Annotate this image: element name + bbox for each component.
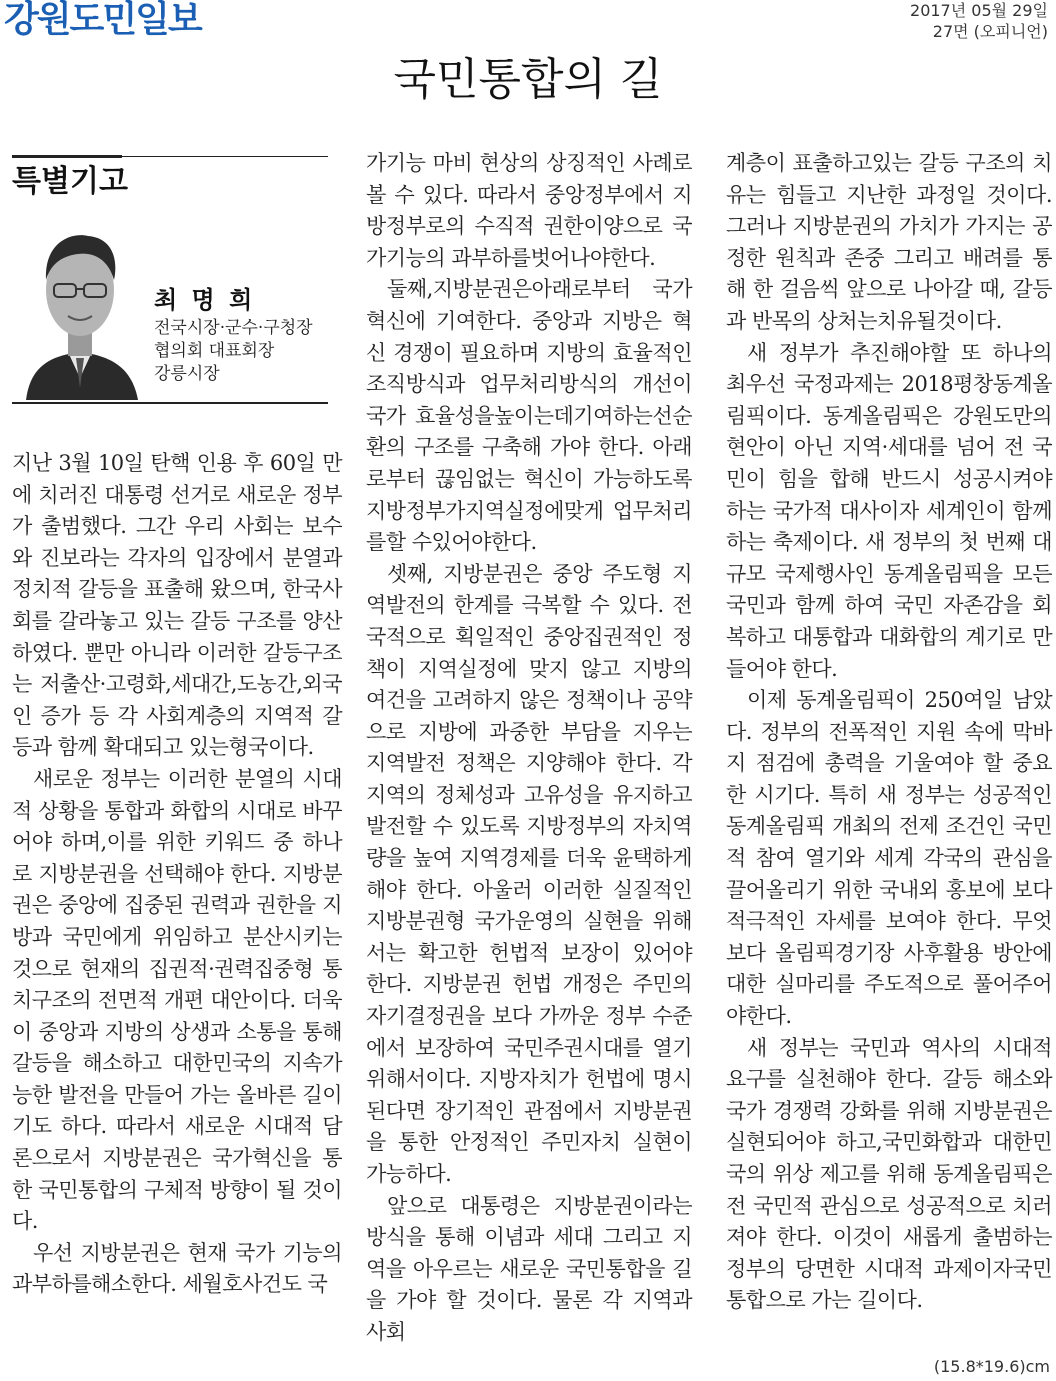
paragraph: 둘째,지방분권은아래로부터 국가혁신에 기여한다. 중앙과 지방은 혁신 경쟁이 필요하며 지방의 효율적인 조직방식과 업무처리방식의 개선이 국가 효율성을높이는데기여하는선순환의 구조를 구축해 가야 한다. 아래로부터 끊임없는 혁신이 가능하도록 지방정부가지역실정에맞게 업무처리를할 수있어야한다. xyxy=(366,277,692,555)
paragraph: 가기능 마비 현상의 상징적인 사례로 볼 수 있다. 따라서 중앙정부에서 지방정부로의 수직적 권한이양으로 국가기능의 과부하를벗어나야한다. xyxy=(366,151,692,270)
byline-rule xyxy=(12,402,328,404)
paragraph: 셋째, 지방분권은 중앙 주도형 지역발전의 한계를 극복할 수 있다. 전국적으로 획일적인 중앙집권적인 정책이 지역실정에 맞지 않고 지방의 여건을 고려하지 않은 정책이나 공약으로 지방에 과중한 부담을 지우는 지역발전 정책은 지양해야 한다. 각 지역의 정체성과 고유성을 유지하고 발전할 수 있도록 지방정부의 자치역량을 높여 지역경제를 더욱 윤택하게 해야 한다. 아울러 이러한 실질적인 지방분권형 국가운영의 실현을 위해서는 확고한 헌법적 보장이 있어야 한다. 지방분권 헌법 개정은 주민의 자기결정권을 보다 가까운 정부 수준에서 보장하여 국민주권시대를 열기 위해서이다. 지방자치가 헌법에 명시된다면 장기적인 관점에서 지방분권을 통한 안정적인 주민자치 실현이 가능하다. xyxy=(366,561,692,1186)
article-size-note: (15.8*19.6)cm xyxy=(933,1357,1050,1376)
section-rule-accent xyxy=(12,155,122,158)
section-label: 특별기고 xyxy=(12,164,128,199)
newspaper-logo: 강원도민일보 xyxy=(4,0,201,40)
paragraph: 새 정부가 추진해야할 또 하나의 최우선 국정과제는 2018평창동계올림픽이다. 동계올림픽은 강원도만의 현안이 아닌 지역·세대를 넘어 전 국민이 힘을 합해 반드시 성공시켜야 하는 국가적 대사이자 세계인이 함께하는 축제이다. 새 정부의 첫 번째 대규모 국제행사인 동계올림픽을 모든 국민과 함께 하여 국민 자존감을 회복하고 대통합과 대화합의 계기로 만들어야 한다. xyxy=(726,340,1052,681)
paragraph: 새 정부는 국민과 역사의 시대적 요구를 실천해야 한다. 갈등 해소와 국가 경쟁력 강화를 위해 지방분권은 실현되어야 하고,국민화합과 대한민국의 위상 제고를 위해 동계올림픽은 전 국민적 관심으로 성공적으로 치러져야 한다. 이것이 새롭게 출범하는 정부의 당면한 시대적 과제이자국민통합으로 가는 길이다. xyxy=(726,1035,1052,1313)
paragraph: 이제 동계올림픽이 250여일 남았다. 정부의 전폭적인 지원 속에 막바지 점검에 총력을 기울여야 할 중요한 시기다. 특히 새 정부는 성공적인 동계올림픽 개최의 전제 조건인 국민적 참여 열기와 세계 각국의 관심을 끌어올리기 위한 국내외 홍보에 보다 적극적인 자세를 보여야 한다. 무엇보다 올림픽경기장 사후활용 방안에 대한 실마리를 주도적으로 풀어주어야한다. xyxy=(726,688,1052,1029)
article-headline: 국민통합의 길 xyxy=(393,54,663,105)
paragraph: 앞으로 대통령은 지방분권이라는 방식을 통해 이념과 세대 그리고 지역을 아우르는 새로운 국민통합을 길을 가야 할 것이다. 물론 각 지역과 사회 xyxy=(366,1193,692,1344)
issue-date: 2017년 05월 29일 xyxy=(910,1,1048,20)
author-titles xyxy=(154,317,313,386)
author-title-line: 전국시장·군수·구청장 xyxy=(154,318,313,338)
article-column-3 xyxy=(726,148,1052,1317)
issue-page: 27면 (오피니언) xyxy=(932,22,1048,41)
paragraph: 계층이 표출하고있는 갈등 구조의 치유는 힘들고 지난한 과정일 것이다. 그러나 지방분권의 가치가 가지는 공정한 원칙과 존중 그리고 배려를 통해 한 걸음씩 앞으로 나아갈 때, 갈등과 반목의 상처는치유될것이다. xyxy=(726,151,1052,333)
paragraph: 우선 지방분권은 현재 국가 기능의 과부하를해소한다. 세월호사건도 국 xyxy=(12,1240,342,1297)
author-photo xyxy=(18,218,143,400)
paragraph: 지난 3월 10일 탄핵 인용 후 60일 만에 치러진 대통령 선거로 새로운 정부가 출범했다. 그간 우리 사회는 보수와 진보라는 각자의 입장에서 분열과 정치적 갈등을 표출해 왔으며, 한국사회를 갈라놓고 있는 갈등 구조를 양산하였다. 뿐만 아니라 이러한 갈등구조는 저출산·고령화,세대간,도농간,외국인 증가 등 각 사회계층의 지역적 갈등과 함께 확대되고 있는형국이다. xyxy=(12,451,342,760)
author-name: 최 명 희 xyxy=(154,286,256,314)
article-column-1 xyxy=(12,448,342,1301)
article-column-2 xyxy=(366,148,692,1349)
author-title-line: 협의회 대표회장 xyxy=(154,341,275,361)
author-title-line: 강릉시장 xyxy=(154,364,220,384)
issue-meta xyxy=(910,0,1048,42)
paragraph: 새로운 정부는 이러한 분열의 시대적 상황을 통합과 화합의 시대로 바꾸어야 하며,이를 위한 키워드 중 하나로 지방분권을 선택해야 한다. 지방분권은 중앙에 집중된 권력과 권한을 지방과 국민에게 위임하고 분산시키는 것으로 현재의 집권적·권력집중형 통치구조의 전면적 개편 대안이다. 더욱이 중앙과 지방의 상생과 소통을 통해 갈등을 해소하고 대한민국의 지속가능한 발전을 만들어 가는 올바른 길이기도 하다. 따라서 새로운 시대적 담론으로서 지방분권은 국가혁신을 통한 국민통합의 구체적 방향이 될 것이다. xyxy=(12,766,342,1234)
